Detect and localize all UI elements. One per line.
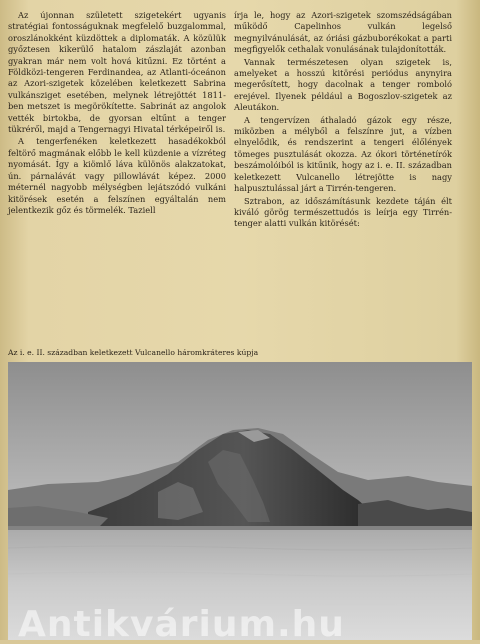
paragraph: írja le, hogy az Azori-szigetek szomszédságában működő Capelinhos vulkán legelső megnyilvánulását, az óriási gázbuborékokat a parti megfigyelők cethalak vonulásának tulajdonították. bbox=[234, 10, 452, 55]
right-text-column bbox=[234, 10, 452, 230]
volcano-photo bbox=[8, 362, 472, 640]
volcano-photo-image bbox=[8, 362, 472, 640]
antikvarium-watermark: Antikvárium.hu bbox=[18, 604, 345, 644]
paragraph: Sztrabon, az időszámításunk kezdete táján élt kiváló görög természettudós is leírja egy Tirrén-tenger alatti vulkán kitörését: bbox=[234, 195, 452, 229]
left-text-column bbox=[8, 10, 226, 216]
figure-caption: Az i. e. II. században keletkezett Vulcanello háromkráteres kúpja bbox=[8, 348, 259, 357]
paragraph: A tengervízen áthaladó gázok egy része, miközben a mélyből a felszínre jut, a vízben elnyelődik, és rendszerint a tengeri élőlények tömeges pusztulását okozza. Az ókori történetírók beszámolóiból is kitűnik, hogy az i. e. II. században keletkezett Vulcanello létrejötte is nagy halpusztulással járt a Tirrén-tengeren. bbox=[234, 114, 452, 194]
paragraph: A tengerfenéken keletkezett hasadékokból feltörő magmának előbb le kell küzdenie a vízréteg nyomását. Így a kiömlő láva különös alakzatokat, ún. párnalávát vagy pillowlávát képez. 2000 méternél nagyobb mélységben lejátszódó vulkáni kitörések esetén a felszínen egyáltalán nem jelentkezik gőz és törmelék. Taziell bbox=[8, 136, 226, 215]
paragraph: Az újonnan született szigetekért ugyanis stratégiai fontosságuknak megfelelő buzgalommal, oroszlánokként küzdöttek a diplomaták. A közülük győztesen kikerülő hatalom zászlaját azonban gyakran már nem volt hová kitűzni. Ez történt a Földközi-tengeren Ferdinandea, az Atlanti-óceánon az Azori-szigetek közelében keletkezett Sabrina vulkánsziget esetében, melynek létrejöttét 1811-ben metszet is megörökítette. Sabrinát az angolok vették birtokba, de gyorsan eltűnt a tenger tükréről, majd a Tengernagyi Hivatal térképeiről is. bbox=[8, 10, 226, 135]
paragraph: Vannak természetesen olyan szigetek is, amelyeket a hosszú kitörési periódus anynyira megerősített, hogy dacolnak a tenger romboló erejével. Ilyenek például a Bogoszlov-szigetek az Aleutákon. bbox=[234, 56, 452, 113]
